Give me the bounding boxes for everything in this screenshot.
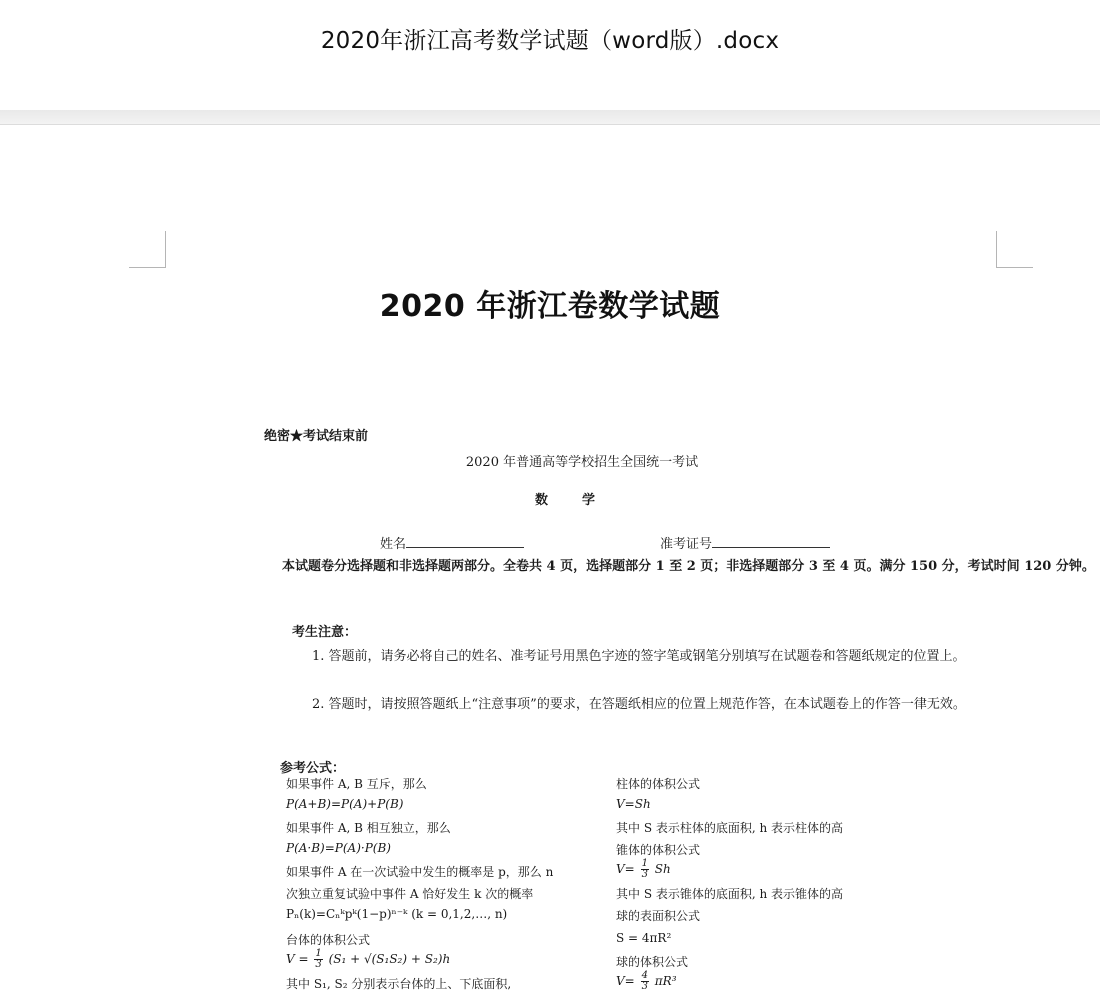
- fraction-numerator: 1: [315, 948, 322, 959]
- formula-line: V=Sh: [616, 797, 651, 811]
- document-page[interactable]: [0, 125, 1100, 990]
- cone-volume-formula: [616, 859, 671, 880]
- formula-line: 球的表面积公式: [616, 909, 701, 923]
- crop-mark-top-left: [129, 231, 166, 268]
- document-heading[interactable]: 2020 年浙江卷数学试题: [379, 289, 721, 324]
- notice-title: 考生注意：: [292, 625, 358, 640]
- formula-title: 参考公式：: [280, 761, 346, 776]
- title-bar: [0, 0, 1100, 110]
- crop-mark-top-right: [996, 231, 1033, 268]
- name-blank: [406, 535, 524, 548]
- formula-line: 如果事件 A 在一次试验中发生的概率是 p，那么 n: [286, 865, 554, 879]
- notice-item-2: 2. 答题时，请按照答题纸上“注意事项”的要求，在答题纸相应的位置上规范作答，在本试题卷上的作答一律无效。: [312, 697, 966, 712]
- id-field: [660, 533, 830, 552]
- formula-line: 其中 S 表示柱体的底面积, h 表示柱体的高: [616, 821, 844, 835]
- secret-label: 绝密★考试结束前: [264, 429, 369, 444]
- formula-line: S = 4πR²: [616, 931, 672, 945]
- formula-line: 球的体积公式: [616, 955, 689, 969]
- fraction-numerator: 1: [641, 858, 648, 869]
- formula-line: Pₙ(k)=Cₙᵏpᵏ(1−p)ⁿ⁻ᵏ (k = 0,1,2,…, n): [286, 907, 508, 921]
- fraction-numerator: 4: [641, 970, 648, 981]
- formula-line: P(A·B)=P(A)·P(B): [286, 841, 391, 855]
- notice-item-1: 1. 答题前，请务必将自己的姓名、准考证号用黑色字迹的签字笔或钢笔分别填写在试题卷和答题纸规定的位置上。: [312, 649, 966, 664]
- formula-line: 柱体的体积公式: [616, 777, 701, 791]
- scanned-exam-image: [262, 421, 1095, 996]
- page-gap: [0, 110, 1100, 125]
- document-filename: 2020年浙江高考数学试题（word版）.docx: [320, 28, 780, 54]
- exam-title: 2020 年普通高等学校招生全国统一考试: [465, 455, 699, 470]
- formula-part: V=: [616, 862, 635, 876]
- id-label: 准考证号: [660, 537, 713, 552]
- intro-paragraph: 本试题卷分选择题和非选择题两部分。全卷共 4 页，选择题部分 1 至 2 页；非选择题部分 3 至 4 页。满分 150 分，考试时间 120 分钟。: [282, 559, 1095, 574]
- fraction: [641, 971, 649, 992]
- fraction-denominator: 3: [641, 869, 648, 880]
- fraction-denominator: 3: [315, 959, 322, 970]
- formula-line: 台体的体积公式: [286, 933, 371, 947]
- fraction-denominator: 3: [641, 981, 648, 992]
- name-label: 姓名: [380, 537, 407, 552]
- formula-part: Sh: [654, 862, 671, 876]
- fraction: [641, 859, 649, 880]
- formula-part: V=: [616, 974, 635, 988]
- formula-line: 其中 S 表示锥体的底面积, h 表示锥体的高: [616, 887, 844, 901]
- formula-part: πR³: [654, 974, 677, 988]
- formula-line: 其中 S₁, S₂ 分别表示台体的上、下底面积,: [286, 977, 512, 991]
- name-field: [380, 533, 524, 552]
- sphere-volume-formula: [616, 971, 677, 992]
- formula-part: V =: [286, 952, 309, 966]
- formula-line: 次独立重复试验中事件 A 恰好发生 k 次的概率: [286, 887, 534, 901]
- formula-line: P(A+B)=P(A)+P(B): [286, 797, 404, 811]
- formula-part: (S₁ + √(S₁S₂) + S₂)h: [328, 952, 451, 966]
- formula-line: 如果事件 A, B 相互独立，那么: [286, 821, 451, 835]
- formula-line: 锥体的体积公式: [616, 843, 701, 857]
- subject-title: 数学: [534, 493, 629, 508]
- frustum-volume-formula: [286, 949, 450, 970]
- id-blank: [712, 535, 830, 548]
- formula-line: 如果事件 A, B 互斥，那么: [286, 777, 427, 791]
- fraction: [314, 949, 322, 970]
